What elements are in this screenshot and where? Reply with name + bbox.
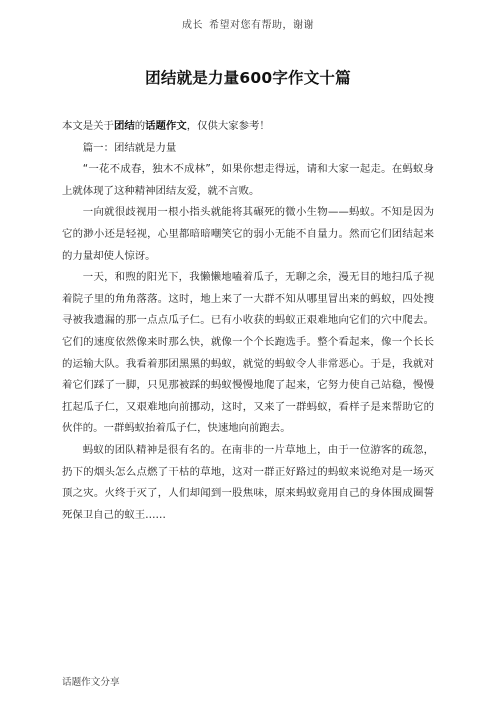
intro-line (62, 116, 434, 138)
document-title: 团结就是力量600字作文十篇 (145, 69, 351, 87)
paragraph-2: 一向就很歧视用一根小指头就能将其碾死的微小生物——蚂蚁。不知是因为它的渺小还是轻视，心里都暗暗嘲笑它的弱小无能不自量力。然而它们团结起来的力量却使人惊讶。 (62, 206, 434, 262)
intro-prefix: 本文是关于 (62, 120, 114, 132)
intro-keyword-unity: 团结 (113, 120, 135, 132)
paragraph-4: 蚂蚁的团队精神是很有名的。在南非的一片草地上，由于一位游客的疏忽，扔下的烟头怎么点燃了干枯的草地，这对一群正好路过的蚂蚁来说绝对是一场灭顶之灾。火终于灭了，人们却闻到一股焦味，原来蚂蚁竟用自己的身体围成圈誓死保卫自己的蚁王…… (62, 443, 434, 521)
header-left-text: 成长 (182, 20, 203, 31)
intro-suffix: ，仅供大家参考！ (186, 120, 270, 132)
page-footer: 话题作文分享 (62, 677, 120, 688)
intro-keyword-topic: 话题作文 (145, 120, 187, 132)
section-heading: 篇一：团结就是力量 (82, 141, 177, 154)
intro-mid: 的 (134, 120, 146, 132)
header-right-text: 希望对您有帮助，谢谢 (209, 20, 314, 31)
paragraph-1: “一花不成春，独木不成林”，如果你想走得远，请和大家一起走。在蚂蚁身上就体现了这种精神团结友爱，就不言败。 (62, 163, 434, 197)
document-body (62, 116, 434, 526)
paragraph-3: 一天，和煦的阳光下，我懒懒地嗑着瓜子，无聊之余，漫无目的地扫瓜子视着院子里的角角落落。这时，地上来了一大群不知从哪里冒出来的蚂蚁，四处搜寻被我遗漏的那一点点瓜子仁。已有小收获的蚂蚁正艰难地向它们的穴中爬去。它们的速度依然像来时那么快，就像一个个长跑选手。整个看起来，像一个长长的运输大队。我看着那团黑黑的蚂蚁，就觉的蚂蚁令人非常恶心。于是，我就对着它们踩了一脚，只见那被踩的蚂蚁慢慢地爬了起来，它努力使自己站稳，慢慢扛起瓜子仁，又艰难地向前挪动，这时，又来了一群蚂蚁，看样子是来帮助它的伙伴的。一群蚂蚁抬着瓜子仁，快速地向前跑去。 (62, 271, 434, 435)
page-header (0, 16, 496, 31)
